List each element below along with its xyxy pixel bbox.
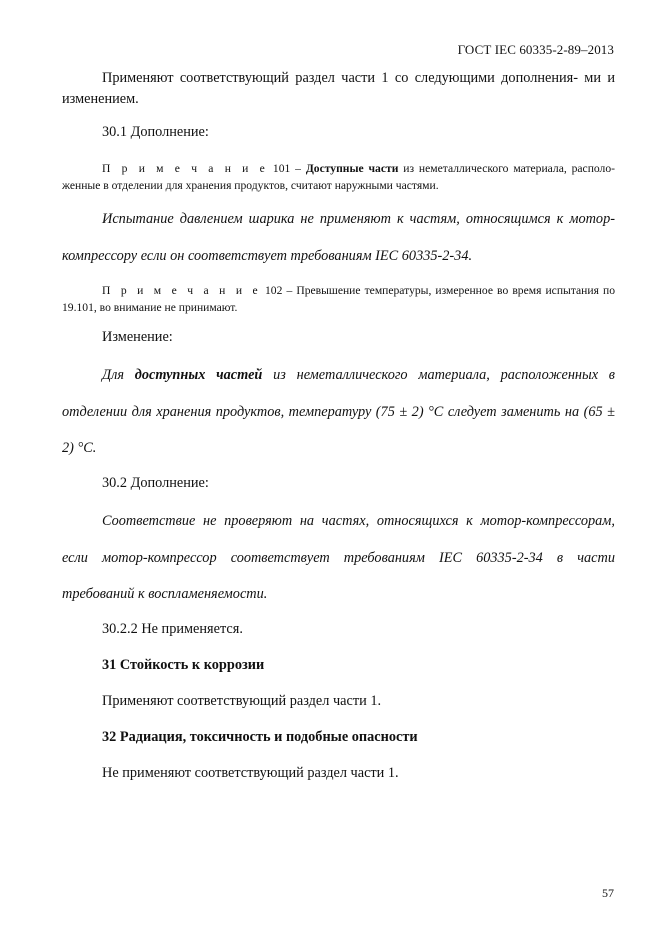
- section-31-title: 31 Стойкость к коррозии: [102, 657, 265, 673]
- temperature-paragraph: [62, 357, 615, 467]
- clause-30-1-heading: 30.1 Дополнение:: [102, 124, 209, 140]
- compliance-paragraph: Соответствие не проверяют на частях, относящихся к мотор-компрессорам, если мотор-компрессор соответствует требованиям IEC 60335-2-34 в части требований к воспламеняемости.: [62, 513, 615, 602]
- note-number: 101 –: [272, 162, 301, 175]
- ball-pressure-paragraph: Испытание давлением шарика не применяют к частям, относящимся к мотор-компрессору если он соответствует требованиям IEC 60335-2-34.: [62, 211, 615, 264]
- page-number: 57: [602, 886, 614, 900]
- standard-header: ГОСТ IEC 60335-2-89–2013: [457, 42, 614, 57]
- clause-30-2-2: 30.2.2 Не применяется.: [102, 621, 243, 637]
- section-31-text: Применяют соответствующий раздел части 1.: [102, 693, 382, 709]
- temperature-before: Для: [102, 367, 124, 383]
- note-term: Доступные части: [305, 162, 399, 175]
- note-102: [62, 282, 615, 316]
- note-text: из неметаллического материала, располо- женные в отделении для хранения продуктов, считают наружными частями.: [62, 162, 615, 192]
- clause-30-2-heading: 30.2 Дополнение:: [102, 475, 209, 491]
- temperature-term: доступных частей: [134, 367, 263, 383]
- modification-heading: Изменение:: [102, 329, 173, 345]
- section-32-text: Не применяют соответствующий раздел части 1.: [102, 765, 399, 781]
- intro-paragraph: Применяют соответствующий раздел части 1 со следующими дополнения- ми и изменением.: [62, 70, 615, 107]
- note-label: П р и м е ч а н и е: [102, 162, 269, 175]
- note-label: П р и м е ч а н и е: [102, 284, 261, 297]
- note-101: [62, 160, 615, 194]
- note-text: 102 – Превышение температуры, измеренное во время испытания по 19.101, во внимание не принимают.: [62, 284, 615, 314]
- section-32-title: 32 Радиация, токсичность и подобные опасности: [102, 729, 418, 745]
- temperature-after: из неметаллического материала, расположенных в отделении для хранения продуктов, температуру (75 ± 2) °С следует заменить на (65 ± 2) °С.: [62, 367, 615, 456]
